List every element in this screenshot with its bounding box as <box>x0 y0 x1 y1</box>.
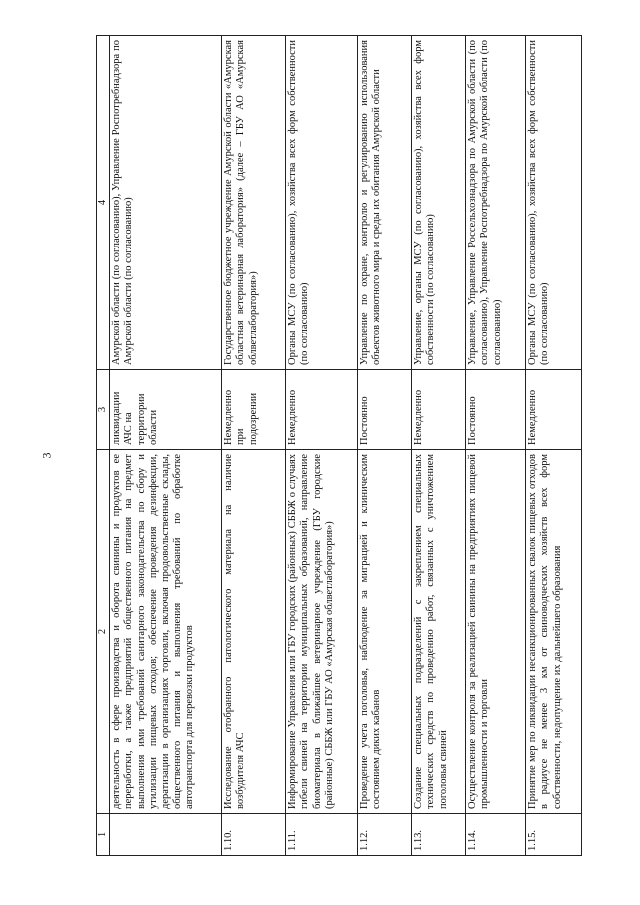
table-row <box>412 36 466 856</box>
row-measure: Создание специальных подразделений с закреплением специальных технических средств по проведению работ, связанных с уничтожением поголовья свиней <box>412 450 466 814</box>
row-term: Постоянно <box>466 370 526 450</box>
row-measure: Информирование Управления или ГБУ городских (районных) СББЖ о случаях гибели свиней на территории муниципальных образований, направление биоматериала в ближайшее ветеринарное учреждение (ГБУ городские (районные) СББЖ или ГБУ АО «Амурская облветлаборатория») <box>286 450 358 814</box>
row-term: Постоянно <box>358 370 412 450</box>
table-row <box>110 36 222 856</box>
measures-table <box>96 35 582 856</box>
header-col-3: 3 <box>97 370 110 450</box>
row-executor: Управление по охране, контролю и регулированию использования объектов животного мира и среды их обитания Амурской области <box>358 36 412 370</box>
row-number <box>110 814 222 856</box>
row-number: 1.10. <box>222 814 286 856</box>
row-measure: Проведение учета поголовья, наблюдение за миграцией и клиническим состоянием диких кабанов <box>358 450 412 814</box>
header-col-2: 2 <box>97 450 110 814</box>
table-row <box>526 36 582 856</box>
row-executor: Органы МСУ (по согласованию), хозяйства всех форм собственности (по согласованию) <box>286 36 358 370</box>
row-measure: деятельность в сфере производства и оборота свинины и продуктов ее переработки, а также предприятий общественного питания на предмет выполнения ими требований санитарного законодательства по сбору и утилизации пищевых отходов; обеспечение проведения дезинфекции, дератизации в организациях торговли, включая продовольственные склады, общественного питания и выполнения требований по обработке автотранспорта для перевозки продуктов <box>110 450 222 814</box>
row-number: 1.12. <box>358 814 412 856</box>
row-measure: Исследование отобранного патологического материала на наличие возбудителя АЧС <box>222 450 286 814</box>
row-executor: Управление, органы МСУ (по согласованию), хозяйства всех форм собственности (по согласованию) <box>412 36 466 370</box>
row-executor: Органы МСУ (по согласованию), хозяйства всех форм собственности (по согласованию) <box>526 36 582 370</box>
row-term: Немедленно <box>286 370 358 450</box>
row-number: 1.14. <box>466 814 526 856</box>
row-measure: Осуществление контроля за реализацией свинины на предприятиях пищевой промышленности и торговли <box>466 450 526 814</box>
rotated-table-wrapper <box>96 36 568 856</box>
table-row <box>286 36 358 856</box>
row-executor: Государственное бюджетное учреждение Амурской области «Амурская областная ветеринарная лаборатория» (далее – ГБУ АО «Амурская облветлаборатория») <box>222 36 286 370</box>
page-number: 3 <box>39 452 54 459</box>
row-term: ликвидации АЧС на территории области <box>110 370 222 450</box>
row-number: 1.15. <box>526 814 582 856</box>
table-row <box>466 36 526 856</box>
row-executor: Управление, Управление Россельхознадзора по Амурской области (по согласованию), Управление Роспотребнадзора по Амурской области (по согласованию) <box>466 36 526 370</box>
row-measure: Принятие мер по ликвидации несанкционированных свалок пищевых отходов в радиусе не менее 3 км от свиноводческих хозяйств всех форм собственности, недопущение их дальнейшего образования <box>526 450 582 814</box>
row-number: 1.13. <box>412 814 466 856</box>
row-executor: Амурской области (по согласованию), Управление Роспотребнадзора по Амурской области (по согласованию) <box>110 36 222 370</box>
table-row <box>358 36 412 856</box>
row-number: 1.11. <box>286 814 358 856</box>
header-col-4: 4 <box>97 36 110 370</box>
table-header-row <box>97 36 110 856</box>
row-term: Немедленно при подозрении <box>222 370 286 450</box>
table-row <box>222 36 286 856</box>
row-term: Немедленно <box>412 370 466 450</box>
header-col-1: 1 <box>97 814 110 856</box>
row-term: Немедленно <box>526 370 582 450</box>
